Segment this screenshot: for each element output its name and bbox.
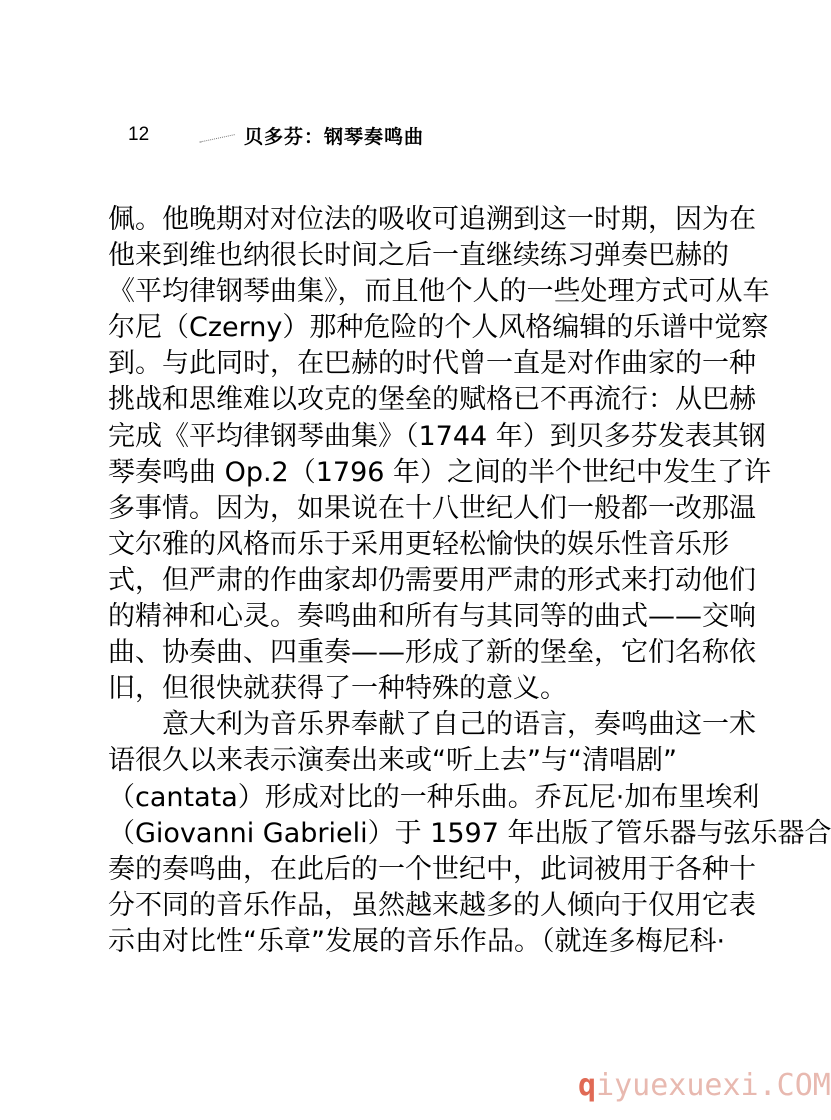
text-line: 旧，但很快就获得了一种特殊的意义。 <box>108 673 567 705</box>
text-line: 到。与此同时，在巴赫的时代曾一直是对作曲家的一种 <box>108 348 756 380</box>
text-line: （cantata）形成对比的一种乐曲。乔瓦尼·加布里埃利 <box>108 781 760 813</box>
header-ornament <box>197 124 235 142</box>
text-line: 多事情。因为，如果说在十八世纪人们一般都一改那温 <box>108 492 756 524</box>
text-line: 佩。他晚期对对位法的吸收可追溯到这一时期，因为在 <box>108 204 756 235</box>
text-line: 完成《平均律钢琴曲集》（1744 年）到贝多芬发表其钢 <box>108 420 766 452</box>
text-line: 奏的奏鸣曲，在此后的一个世纪中，此词被用于各种十 <box>108 853 756 885</box>
watermark-text: iyuexuexi.COM <box>596 1068 831 1103</box>
text-line: 示由对比性“乐章”发展的音乐作品。（就连多梅尼科· <box>108 925 726 957</box>
text-line: （Giovanni Gabrieli）于 1597 年出版了管乐器与弦乐器合 <box>108 817 831 849</box>
page-number: 12 <box>128 124 150 145</box>
running-title: 贝多芬：钢琴奏鸣曲 <box>244 126 425 148</box>
body-text <box>108 202 831 960</box>
text-line: 《平均律钢琴曲集》，而且他个人的一些处理方式可从车 <box>108 276 770 308</box>
watermark-logo-letter: q <box>578 1068 597 1103</box>
page-header <box>0 122 794 152</box>
text-line: 尔尼（Czerny）那种危险的个人风格编辑的乐谱中觉察 <box>108 312 769 344</box>
text-line: 语很久以来表示演奏出来或“听上去”与“清唱剧” <box>108 745 677 777</box>
text-line: 分不同的音乐作品，虽然越来越多的人倾向于仅用它表 <box>108 889 756 921</box>
text-line: 挑战和思维难以攻克的堡垒的赋格已不再流行：从巴赫 <box>108 384 756 416</box>
text-line: 式，但严肃的作曲家却仍需要用严肃的形式来打动他们 <box>108 564 756 596</box>
text-line: 曲、协奏曲、四重奏——形成了新的堡垒，它们名称依 <box>108 637 756 669</box>
text-line: 琴奏鸣曲 Op.2（1796 年）之间的半个世纪中发生了许 <box>108 456 772 488</box>
text-line: 他来到维也纳很长时间之后一直继续练习弹奏巴赫的 <box>108 240 729 272</box>
paragraph-start-line: 意大利为音乐界奉献了自己的语言，奏鸣曲这一术 <box>162 709 756 741</box>
text-line: 的精神和心灵。奏鸣曲和所有与其同等的曲式——交响 <box>108 601 756 633</box>
text-line: 文尔雅的风格而乐于采用更轻松愉快的娱乐性音乐形 <box>108 528 729 560</box>
watermark <box>578 1068 831 1103</box>
